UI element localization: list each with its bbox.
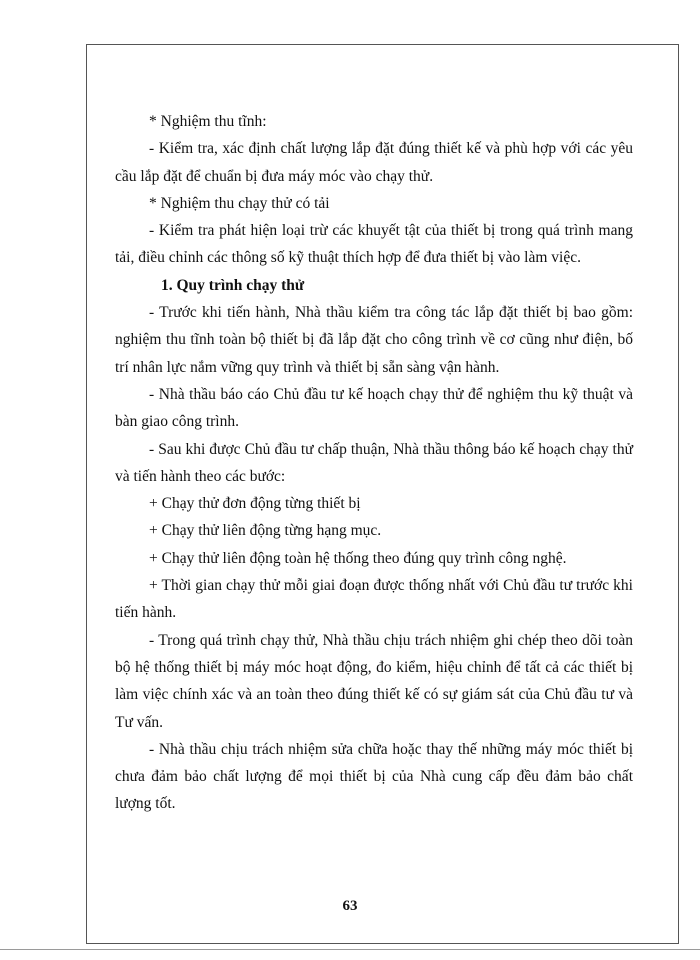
paragraph-repair-replace: - Nhà thầu chịu trách nhiệm sửa chữa hoặc thay thế những máy móc thiết bị chưa đảm bảo chất lượng để mọi thiết bị của Nhà cung cấp đều đảm bảo chất lượng tốt. (115, 740, 633, 813)
bottom-divider (0, 949, 700, 950)
section-title-test-procedure: 1. Quy trình chạy thử (161, 276, 305, 294)
paragraph-report-plan: - Nhà thầu báo cáo Chủ đầu tư kế hoạch chạy thử để nghiệm thu kỹ thuật và bàn giao công trình. (115, 385, 633, 431)
list-item-test-duration: + Thời gian chạy thử mỗi giai đoạn được thống nhất với Chủ đầu tư trước khi tiến hành. (115, 577, 633, 622)
list-item-whole-system: + Chạy thử liên động toàn hệ thống theo đúng quy trình công nghệ. (149, 549, 567, 567)
document-body (115, 108, 633, 818)
list-item-per-category: + Chạy thử liên động từng hạng mục. (149, 522, 382, 540)
paragraph-before-start: - Trước khi tiến hành, Nhà thầu kiểm tra công tác lắp đặt thiết bị bao gồm: nghiệm thu tĩnh toàn bộ thiết bị đã lắp đặt cho công trình về cơ cũng như điện, bố trí nhân lực nắm vững quy trình và thiết bị sẵn sàng vận hành. (115, 304, 633, 376)
list-item-single-unit: + Chạy thử đơn động từng thiết bị (149, 495, 361, 513)
paragraph-load-test-check: - Kiểm tra phát hiện loại trừ các khuyết tật của thiết bị trong quá trình mang tải, điều chỉnh các thông số kỹ thuật thích hợp để đưa thiết bị vào làm việc. (115, 222, 633, 267)
paragraph-during-test: - Trong quá trình chạy thử, Nhà thầu chịu trách nhiệm ghi chép theo dõi toàn bộ hệ thống thiết bị máy móc hoạt động, đo kiểm, hiệu chỉnh để tất cả các thiết bị làm việc chính xác và an toàn theo đúng thiết kế có sự giám sát của Chủ đầu tư và Tư vấn. (115, 631, 633, 731)
heading-static-acceptance: * Nghiệm thu tĩnh: (149, 113, 267, 130)
page-number: 63 (342, 898, 358, 914)
paragraph-static-check: - Kiểm tra, xác định chất lượng lắp đặt đúng thiết kế và phù hợp với các yêu cầu lắp đặt để chuẩn bị đưa máy móc vào chạy thử. (115, 140, 633, 185)
heading-load-test-acceptance: * Nghiệm thu chạy thử có tải (149, 194, 330, 212)
paragraph-after-approval: - Sau khi được Chủ đầu tư chấp thuận, Nhà thầu thông báo kế hoạch chạy thử và tiến hành theo các bước: (115, 440, 633, 485)
